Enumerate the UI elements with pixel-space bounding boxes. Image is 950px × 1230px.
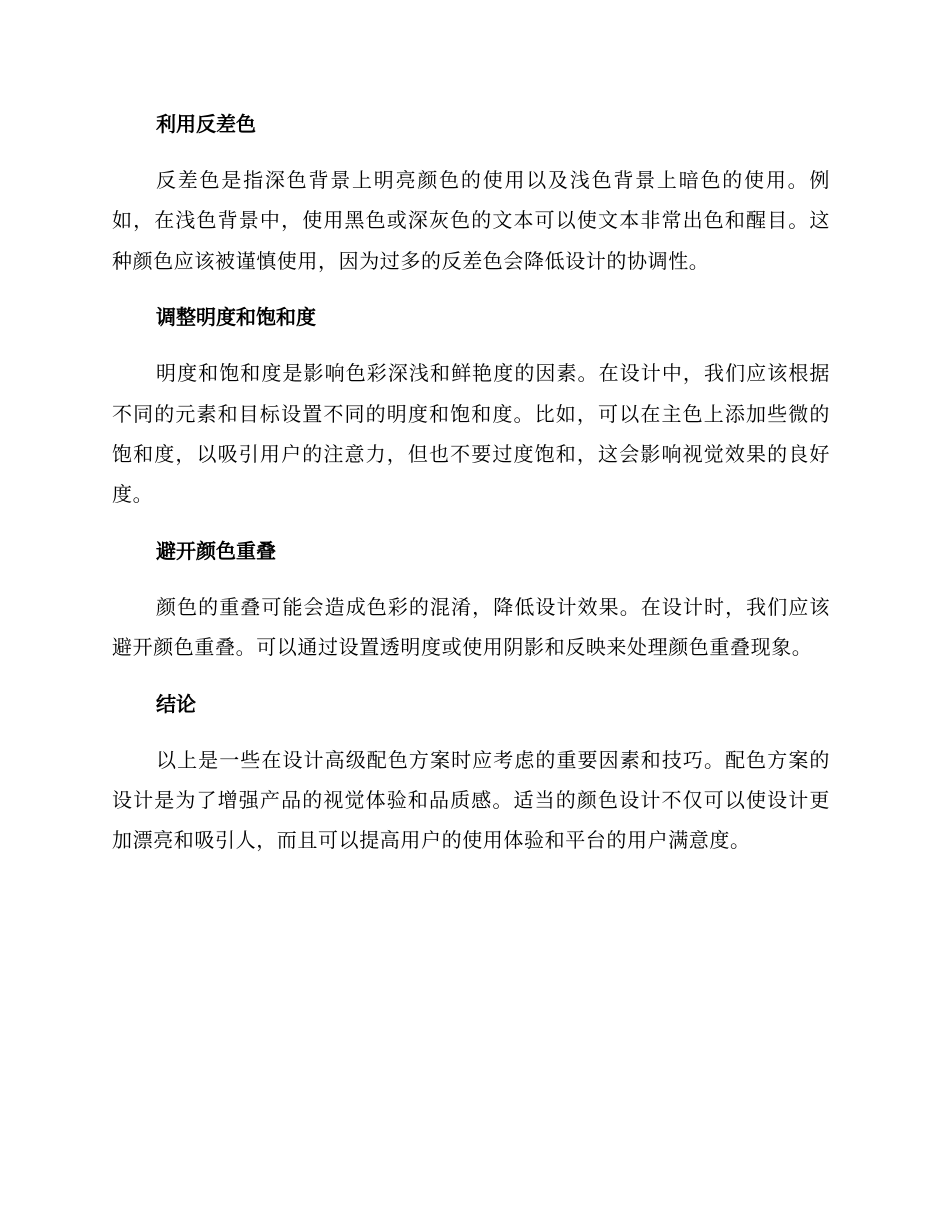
section-paragraph: 颜色的重叠可能会造成色彩的混淆，降低设计效果。在设计时，我们应该避开颜色重叠。可以通过设置透明度或使用阴影和反映来处理颜色重叠现象。 <box>112 594 830 660</box>
section-heading: 利用反差色 <box>156 112 256 136</box>
section-heading: 调整明度和饱和度 <box>156 305 316 330</box>
section-heading: 结论 <box>156 691 196 716</box>
section-contrast-colors <box>112 104 830 281</box>
section-conclusion <box>112 684 830 861</box>
section-heading: 避开颜色重叠 <box>156 538 276 563</box>
section-avoid-overlap <box>112 531 830 668</box>
document-page <box>112 104 830 877</box>
section-brightness-saturation <box>112 297 830 515</box>
section-paragraph: 反差色是指深色背景上明亮颜色的使用以及浅色背景上暗色的使用。例如，在浅色背景中，使用黑色或深灰色的文本可以使文本非常出色和醒目。这种颜色应该被谨慎使用，因为过多的反差色会降低设计的协调性。 <box>112 168 830 273</box>
section-paragraph: 以上是一些在设计高级配色方案时应考虑的重要因素和技巧。配色方案的设计是为了增强产品的视觉体验和品质感。适当的颜色设计不仅可以使设计更加漂亮和吸引人，而且可以提高用户的使用体验和平台的用户满意度。 <box>112 747 830 853</box>
section-paragraph: 明度和饱和度是影响色彩深浅和鲜艳度的因素。在设计中，我们应该根据不同的元素和目标设置不同的明度和饱和度。比如，可以在主色上添加些微的饱和度，以吸引用户的注意力，但也不要过度饱和，这会影响视觉效果的良好度。 <box>112 361 830 507</box>
